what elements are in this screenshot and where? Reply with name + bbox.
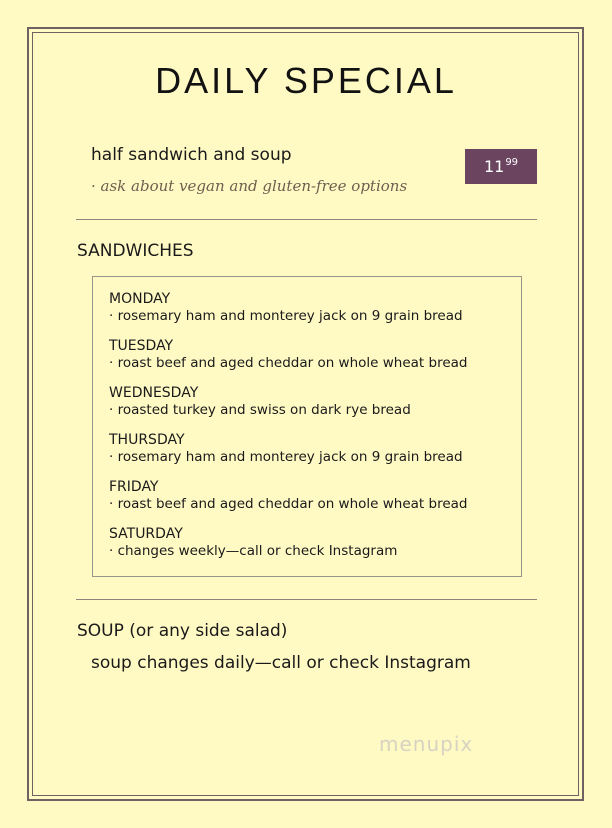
day-block-monday [109,291,505,326]
day-name: THURSDAY [109,432,185,448]
soup-heading: SOUP (or any side salad) [77,621,288,641]
price-badge [465,149,537,184]
day-item: · roast beef and aged cheddar on whole wheat bread [109,355,468,371]
special-name: half sandwich and soup [91,145,292,165]
page-title: DAILY SPECIAL [155,60,457,101]
price-main: 11 [483,157,505,176]
day-item: · changes weekly—call or check Instagram [109,543,398,559]
day-block-saturday [109,526,505,561]
sandwich-schedule-box [92,276,522,577]
day-item: · rosemary ham and monterey jack on 9 grain bread [109,308,463,324]
day-item: · roast beef and aged cheddar on whole wheat bread [109,496,468,512]
soup-description: soup changes daily—call or check Instagram [91,653,471,673]
day-name: FRIDAY [109,479,159,495]
divider [76,219,537,220]
day-name: MONDAY [109,291,171,307]
day-block-tuesday [109,338,505,373]
divider [76,599,537,600]
sandwiches-heading: SANDWICHES [77,241,194,261]
price-cents: 99 [505,157,519,168]
watermark-logo: menupix [379,732,474,756]
day-item: · roasted turkey and swiss on dark rye bread [109,402,411,418]
day-item: · rosemary ham and monterey jack on 9 grain bread [109,449,463,465]
day-block-friday [109,479,505,514]
day-name: TUESDAY [109,338,174,354]
day-block-thursday [109,432,505,467]
special-note: · ask about vegan and gluten-free options [91,177,408,195]
day-name: SATURDAY [109,526,183,542]
day-block-wednesday [109,385,505,420]
day-name: WEDNESDAY [109,385,199,401]
